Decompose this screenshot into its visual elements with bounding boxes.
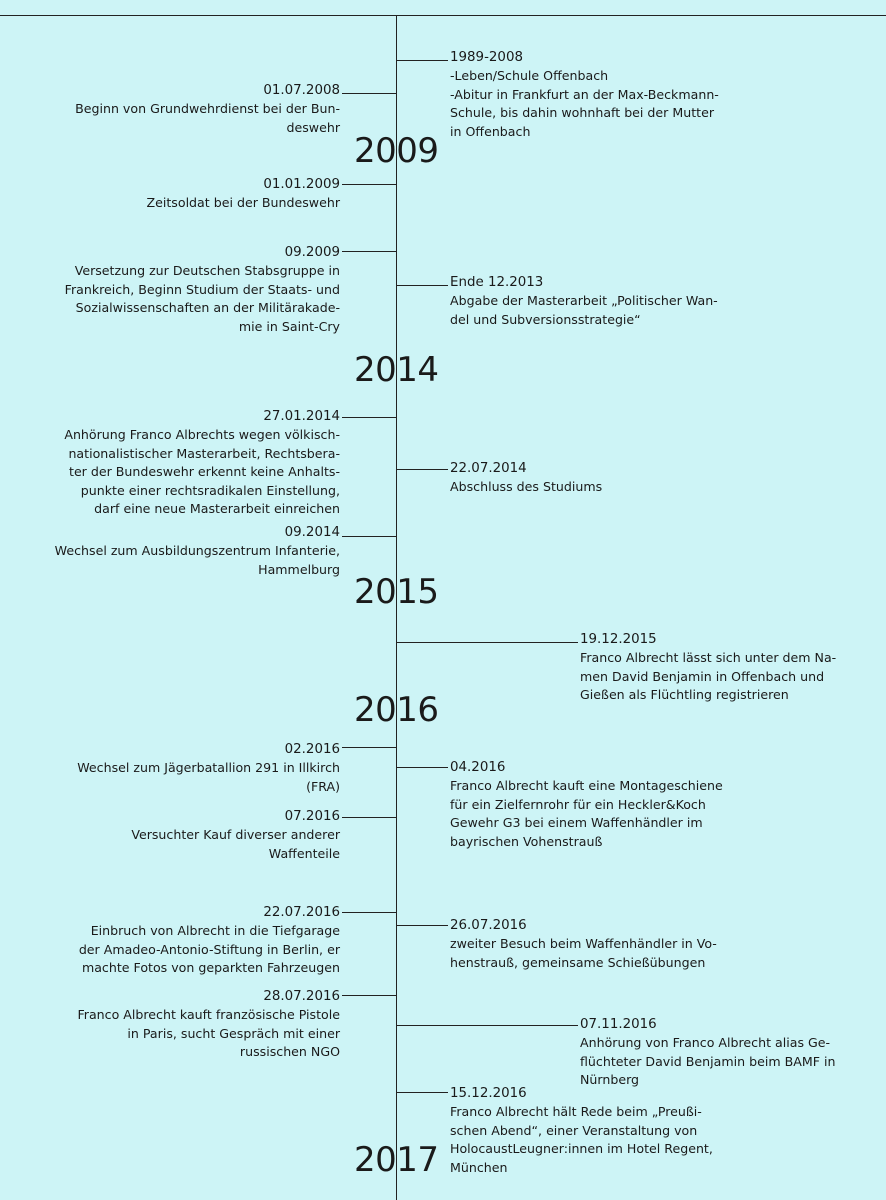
event-description-line: Franco Albrecht hält Rede beim „Preußi-: [450, 1104, 702, 1120]
event-date: 15.12.2016: [450, 1086, 527, 1101]
timeline-event: [450, 274, 718, 329]
event-connector: [342, 417, 396, 418]
event-description-line: Franco Albrecht kauft eine Montageschiene: [450, 778, 723, 794]
event-description-line: Hammelburg: [258, 561, 340, 577]
event-connector: [342, 251, 396, 252]
event-description-line: punkte einer rechtsradikalen Einstellung,: [80, 482, 340, 498]
event-description-line: ter der Bundeswehr erkennt keine Anhalts-: [69, 464, 340, 480]
event-description-line: nationalistischer Masterarbeit, Rechtsbera-: [68, 445, 340, 461]
event-description-line: Anhörung von Franco Albrecht alias Ge-: [580, 1035, 831, 1051]
event-date: 01.01.2009: [263, 177, 340, 192]
timeline-event: [65, 244, 340, 336]
event-description-line: Zeitsoldat bei der Bundeswehr: [146, 195, 340, 211]
event-description-line: Abschluss des Studiums: [450, 479, 603, 495]
event-connector: [342, 184, 396, 185]
timeline-event: [64, 408, 340, 518]
timeline-event: [450, 1085, 713, 1177]
event-connector: [342, 747, 396, 748]
event-connector: [342, 995, 396, 996]
event-description-line: Nürnberg: [580, 1072, 640, 1088]
timeline-event: [77, 988, 340, 1062]
event-description-line: darf eine neue Masterarbeit einreichen: [94, 501, 340, 517]
event-description-line: für ein Zielfernrohr für ein Heckler&Koch: [450, 796, 706, 812]
event-description-line: Anhörung Franco Albrechts wegen völkisch-: [64, 427, 340, 443]
event-description-line: in Paris, sucht Gespräch mit einer: [127, 1025, 340, 1041]
event-connector: [342, 912, 396, 913]
timeline-event: [79, 904, 340, 978]
timeline-event: [146, 176, 340, 213]
event-date: 1989-2008: [450, 50, 523, 65]
event-description-line: Gewehr G3 bei einem Waffenhändler im: [450, 815, 703, 831]
event-connector: [396, 642, 578, 643]
event-description-line: der Amadeo-Antonio-Stiftung in Berlin, er: [78, 941, 340, 957]
event-description-line: HolocaustLeugner:innen im Hotel Regent,: [450, 1141, 713, 1157]
timeline-event: [450, 917, 717, 972]
event-date: 22.07.2016: [263, 905, 340, 920]
event-description-line: Gießen als Flüchtling registrieren: [580, 687, 789, 703]
event-description-line: -Abitur in Frankfurt an der Max-Beckmann-: [450, 86, 719, 102]
year-label: 2017: [354, 1140, 439, 1180]
event-description-line: -Leben/Schule Offenbach: [450, 68, 609, 84]
timeline-event: [580, 631, 836, 705]
event-description-line: Frankreich, Beginn Studium der Staats- und: [64, 281, 340, 297]
top-border-line: [0, 15, 886, 16]
event-date: Ende 12.2013: [450, 275, 544, 290]
event-date: 02.2016: [284, 742, 340, 757]
event-description-line: machte Fotos von geparkten Fahrzeugen: [81, 960, 340, 976]
event-description-line: Versetzung zur Deutschen Stabsgruppe in: [74, 263, 340, 279]
event-description-line: del und Subversionsstrategie“: [450, 311, 641, 327]
event-connector: [396, 469, 448, 470]
event-date: 07.2016: [284, 809, 340, 824]
event-description-line: schen Abend“, einer Veranstaltung von: [450, 1122, 698, 1138]
event-connector: [396, 925, 448, 926]
event-description-line: henstrauß, gemeinsame Schießübungen: [450, 954, 706, 970]
timeline-event: [580, 1016, 835, 1090]
timeline-event: [55, 524, 340, 579]
timeline-event: [77, 741, 340, 796]
event-date: 28.07.2016: [263, 989, 340, 1004]
event-date: 09.2014: [284, 525, 340, 540]
event-connector: [342, 817, 396, 818]
timeline-event: [131, 808, 340, 863]
event-description-line: München: [450, 1159, 508, 1175]
event-connector: [396, 1092, 448, 1093]
year-label: 2009: [354, 131, 439, 171]
event-description-line: Wechsel zum Jägerbatallion 291 in Illkirch: [77, 760, 340, 776]
event-description-line: men David Benjamin in Offenbach und: [580, 668, 825, 684]
event-connector: [342, 536, 396, 537]
event-connector: [396, 767, 448, 768]
event-description-line: Schule, bis dahin wohnhaft bei der Mutter: [450, 105, 715, 121]
event-date: 19.12.2015: [580, 632, 657, 647]
event-description-line: bayrischen Vohenstrauß: [450, 833, 603, 849]
event-description-line: mie in Saint-Cry: [238, 318, 340, 334]
event-description-line: in Offenbach: [450, 123, 531, 139]
event-connector: [342, 93, 396, 94]
event-date: 01.07.2008: [263, 83, 340, 98]
timeline-event: [450, 759, 723, 851]
year-label: 2014: [354, 350, 439, 390]
event-description-line: (FRA): [306, 778, 340, 794]
event-connector: [396, 1025, 578, 1026]
event-description-line: flüchteter David Benjamin beim BAMF in: [580, 1053, 836, 1069]
event-description-line: Versuchter Kauf diverser anderer: [131, 827, 340, 843]
event-date: 09.2009: [284, 245, 340, 260]
event-date: 22.07.2014: [450, 461, 527, 476]
event-date: 26.07.2016: [450, 918, 527, 933]
event-description-line: Einbruch von Albrecht in die Tiefgarage: [90, 923, 340, 939]
timeline-event: [75, 82, 340, 137]
event-connector: [396, 285, 448, 286]
event-description-line: Sozialwissenschaften an der Militärakade-: [75, 300, 340, 316]
event-description-line: Waffenteile: [268, 845, 340, 861]
event-connector: [396, 60, 448, 61]
event-description-line: Abgabe der Masterarbeit „Politischer Wan-: [450, 293, 718, 309]
event-description-line: Wechsel zum Ausbildungszentrum Infanterie,: [54, 543, 340, 559]
event-description-line: Franco Albrecht kauft französische Pistole: [77, 1007, 340, 1023]
event-description-line: zweiter Besuch beim Waffenhändler in Vo-: [450, 936, 717, 952]
event-date: 07.11.2016: [580, 1017, 657, 1032]
year-label: 2015: [354, 572, 439, 612]
event-description-line: russischen NGO: [239, 1044, 340, 1060]
timeline-event: [450, 460, 602, 497]
event-description-line: Franco Albrecht lässt sich unter dem Na-: [580, 650, 837, 666]
year-label: 2016: [354, 690, 439, 730]
event-date: 04.2016: [450, 760, 506, 775]
event-description-line: deswehr: [286, 119, 340, 135]
event-description-line: Beginn von Grundwehrdienst bei der Bun-: [75, 101, 340, 117]
event-date: 27.01.2014: [263, 409, 340, 424]
timeline-event: [450, 49, 719, 141]
